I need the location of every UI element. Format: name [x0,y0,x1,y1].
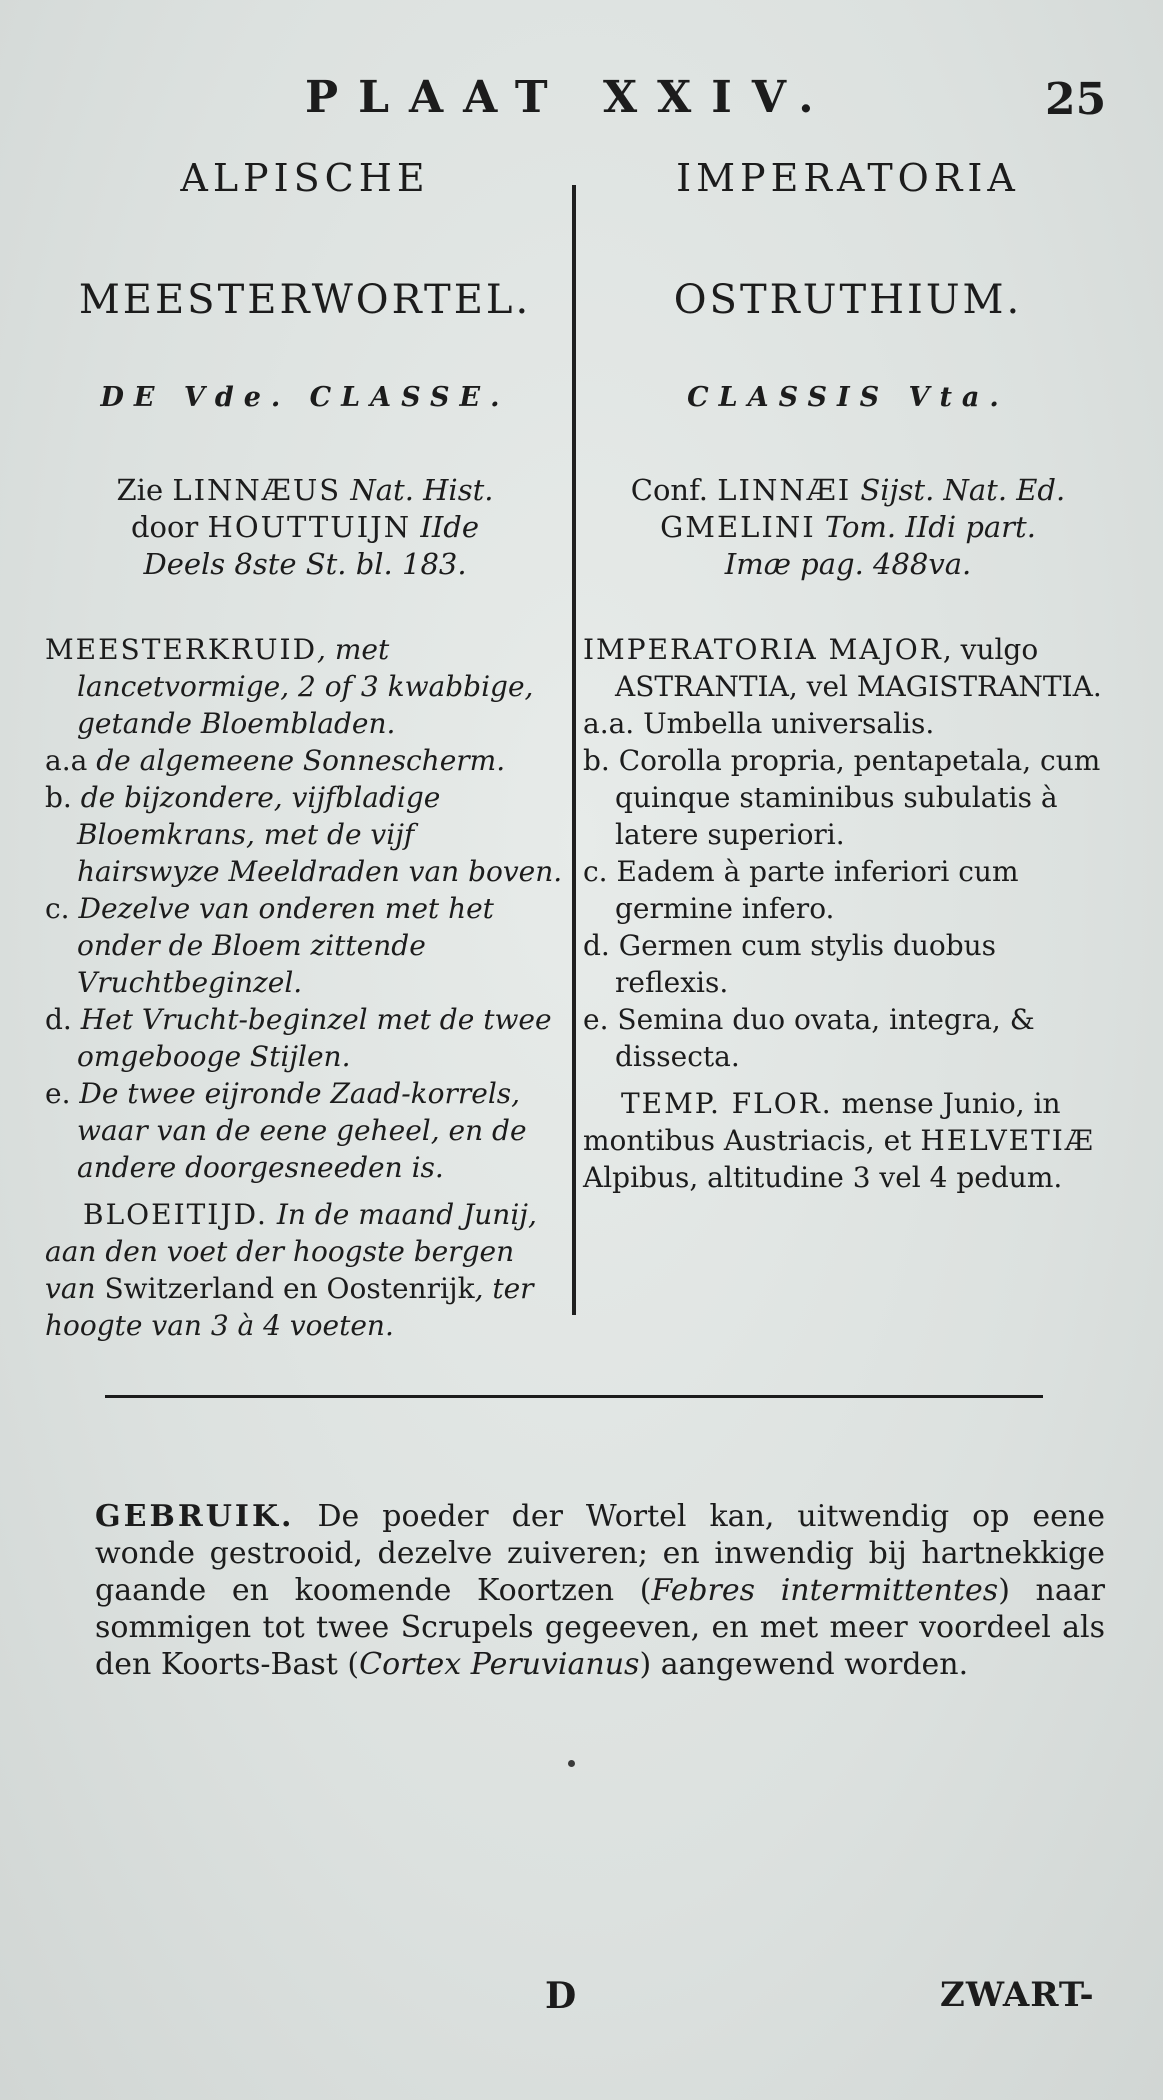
dutch-title-line1: ALPISCHE [180,156,430,200]
ref-work: Nat. Hist. [341,473,494,507]
description-item [45,890,565,1001]
latin-column [583,148,1113,1196]
latin-title-line1: IMPERATORIA [676,156,1020,200]
description-item [45,631,565,742]
item-lead: e. [583,1003,609,1036]
item-text: , vulgo ASTRANTIA, vel MAGISTRANTIA. [615,633,1102,703]
usage-latin-term: Febres intermittentes [651,1573,999,1608]
latin-flowering-time [583,1085,1113,1196]
flowering-height: Alpibus, altitudine 3 vel 4 pedum. [583,1161,1063,1194]
item-text: Semina duo ovata, integra, & dissecta. [608,1003,1035,1073]
item-text: Germen cum stylis duobus reflexis. [609,929,997,999]
latin-classe: CLASSIS Vta. [687,382,1009,413]
column-divider [572,185,576,1315]
dutch-title-line2: MEESTERWORTEL. [78,277,532,323]
flowering-text: In de maand Junij, aan den voet der hoogste bergen van [45,1198,537,1305]
page-number: 25 [1045,74,1107,125]
latin-reference [583,472,1113,583]
item-lead: d. [583,929,610,962]
usage-text: ) naar sommigen tot twee Scrupels gegeeven, en met meer voordeel als den Koorts-Bast ( [95,1573,1105,1682]
page-header [0,72,1163,132]
item-lead: MEESTERKRUID [45,633,318,666]
description-item [583,705,1113,742]
catchword: ZWART- [940,1975,1095,2015]
item-lead: d. [45,1003,72,1036]
description-item [583,631,1113,705]
latin-description [583,631,1113,1075]
ref-text: door [130,510,208,544]
ref-location: Deels 8ste St. bl. 183. [143,547,467,581]
item-lead: IMPERATORIA MAJOR [583,633,943,666]
item-text: de algemeene Sonnescherm. [87,744,506,777]
dutch-flowering-time [45,1196,565,1344]
latin-title-line2: OSTRUTHIUM. [673,277,1023,323]
horizontal-rule [105,1395,1043,1398]
flowering-height: , ter hoogte van 3 à 4 voeten. [45,1272,534,1342]
item-text: de bijzondere, vijfbladige Bloemkrans, met de vijf hairswyze Meeldraden van boven. [71,781,563,888]
item-text: , met lancetvormige, 2 of 3 kwabbige, getande Bloembladen. [77,633,534,740]
dutch-reference [45,472,565,583]
ref-text: Zie [116,473,173,507]
usage-paragraph [95,1498,1105,1683]
description-item [45,779,565,890]
signature-mark: D [545,1975,577,2017]
description-item [583,742,1113,853]
description-item [583,853,1113,927]
ref-author: LINNÆUS [172,473,342,507]
description-item [45,742,565,779]
item-lead: e. [45,1077,71,1110]
ref-text: Conf. [630,473,718,507]
ref-author: LINNÆI [717,473,852,507]
description-item [45,1001,565,1075]
item-lead: b. [45,781,72,814]
ref-author: GMELINI [660,510,816,544]
item-lead: b. [583,744,610,777]
flowering-lead: BLOEITIJD. [83,1198,268,1231]
flowering-text: mense Junio, in montibus Austriacis, et [583,1087,1061,1157]
ref-author: HOUTTUIJN [207,510,412,544]
usage-text: ) aangewend worden. [639,1647,969,1682]
ref-work: Sijst. Nat. Ed. [851,473,1066,507]
ink-dot [568,1760,575,1767]
plate-title: PLAAT XXIV. [305,72,834,123]
item-lead: a.a. [583,707,635,740]
item-text: Eadem à parte inferiori cum germine infero. [607,855,1019,925]
item-text: Het Vrucht-beginzel met de twee omgebooge Stijlen. [71,1003,552,1073]
item-text: De twee eijronde Zaad-korrels, waar van de eene geheel, en de andere doorgesneeden is. [70,1077,527,1184]
description-item [45,1075,565,1186]
item-lead: c. [45,892,70,925]
item-lead: c. [583,855,608,888]
usage-latin-term: Cortex Peruvianus [359,1647,640,1682]
ref-part: IIde [411,510,480,544]
usage-text: De poeder der Wortel kan, uitwendig op eene wonde gestrooid, dezelve zuiveren; en inwendig bij hartnekkige gaande en koomende Koortzen ( [95,1499,1105,1608]
usage-lead: GEBRUIK. [95,1499,295,1534]
item-lead: a.a [45,744,88,777]
item-text: Corolla propria, pentapetala, cum quinque staminibus subulatis à latere superiori. [609,744,1101,851]
item-text: Dezelve van onderen met het onder de Bloem zittende Vruchtbeginzel. [69,892,494,999]
dutch-classe: DE Vde. CLASSE. [100,382,510,413]
flowering-lead: TEMP. FLOR. [621,1087,833,1120]
dutch-description [45,631,565,1186]
description-item [583,1001,1113,1075]
dutch-column [45,148,565,1344]
ref-location: Imæ pag. 488va. [724,547,972,581]
ref-part: Tom. IIdi part. [815,510,1036,544]
flowering-place: Switzerland en Oostenrijk [104,1272,475,1305]
description-item [583,927,1113,1001]
flowering-place: HELVETIÆ [920,1124,1095,1157]
item-text: Umbella universalis. [634,707,935,740]
